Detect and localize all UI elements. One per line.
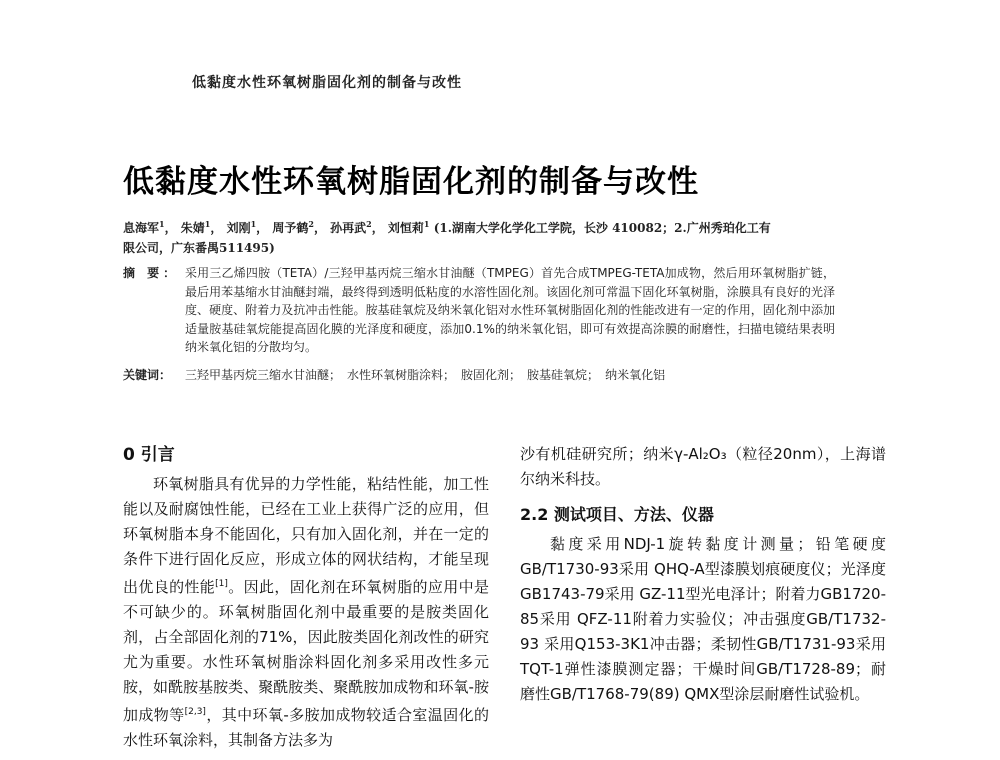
author-name: 孙再武 (330, 221, 367, 235)
right-column (520, 442, 886, 707)
keywords-list (185, 366, 671, 384)
page-title: 低黏度水性环氧树脂固化剂的制备与改性 (123, 164, 699, 200)
author-marker: 1 (159, 219, 165, 229)
abstract-label: 摘 要： (123, 266, 180, 280)
affiliation: (1.湖南大学化学化工学院，长沙 410082；2.广州秀珀化工有 (433, 221, 771, 235)
keyword: 水性环氧树脂涂料； (347, 368, 456, 382)
author-name: 刘刚 (226, 221, 251, 235)
abstract-text: 采用三乙烯四胺（TETA）/三羟甲基丙烷三缩水甘油醚（TMPEG）首先合成TMPEG-TETA加成物，然后用环氧树脂扩链，最后用苯基缩水甘油醚封端，最终得到透明低粘度的水溶性固化剂。该固化剂可常温下固化环氧树脂，涂膜具有良好的光泽度、硬度、附着力及抗冲击性能。胺基硅氧烷及纳米氧化铝对水性环氧树脂固化剂的性能改进有一定的作用，固化剂中添加适量胺基硅氧烷能提高固化膜的光泽度和硬度，添加0.1%的纳米氧化铝，即可有效提高涂膜的耐磨性，扫描电镜结果表明纳米氧化铝的分散均匀。 (185, 266, 835, 354)
keyword: 纳米氧化铝 (605, 368, 666, 382)
author-name: 朱婧 (180, 221, 205, 235)
running-header: 低黏度水性环氧树脂固化剂的制备与改性 (192, 75, 462, 91)
section-heading-introduction: 0 引言 (123, 445, 175, 465)
intro-text: 。因此，固化剂在环氧树脂的应用中是不可缺少的。环氧树脂固化剂中最重要的是胺类固化剂，占全部固化剂的71%，因此胺类固化剂改性的研究尤为重要。水性环氧树脂涂料固化剂多采用改性多元胺，如酰胺基胺类、聚酰胺类、聚酰胺加成物和环氧-胺加成物等 (123, 578, 489, 724)
abstract (123, 264, 835, 357)
citation: [1] (215, 579, 228, 589)
author-name: 刘恒莉 (387, 221, 424, 235)
citation: [2,3] (184, 707, 206, 717)
intro-text: ，其中环氧-多胺加成物较适合室温固化的水性环氧涂料，其制备方法多为 (123, 706, 489, 749)
author-marker: 2 (366, 219, 372, 229)
intro-text: 环氧树脂具有优异的力学性能，粘结性能，加工性能以及耐腐蚀性能，已经在工业上获得广泛的应用，但环氧树脂本身不能固化，只有加入固化剂，并在一定的条件下进行固化反应，形成立体的网状结构，才能呈现出优良的性能 (123, 475, 489, 596)
left-column (123, 442, 489, 753)
author-name: 周予鹤 (272, 221, 309, 235)
author-name: 息海军 (123, 221, 160, 235)
tests-paragraph: 黏度采用NDJ-1旋转黏度计测量；铅笔硬度GB/T1730-93采用 QHQ-A型漆膜划痕硬度仪；光泽度GB1743-79采用 GZ-11型光电泽计；附着力GB1720-85采用 QFZ-11附着力实验仪；冲击强度GB/T1732-93 采用Q153-3K1冲击器；柔韧性GB/T1731-93采用 TQT-1弹性漆膜测定器；干燥时间GB/T1728-89；耐磨性GB/T1768-79(89) QMX型涂层耐磨性试验机。 (520, 535, 886, 703)
author-list: 息海军$^1$， 朱婧$^1$， 刘刚$^1$， 周予鹤$^2$， 孙再武$^2$， 刘恒莉$^1$ (1.湖南大学化学化工学院，长沙 410082；2.广州秀珀化工有 限公司，广东番禺511495) (123, 219, 771, 255)
affiliation: 限公司，广东番禺511495) (123, 241, 275, 255)
keyword: 三羟甲基丙烷三缩水甘油醚； (185, 368, 342, 382)
keywords-label: 关键词： (123, 368, 172, 382)
materials-continued: 沙有机硅研究所；纳米γ-Al₂O₃（粒径20nm），上海谱尔纳米科技。 (520, 445, 886, 488)
keyword: 胺基硅氧烷； (527, 368, 600, 382)
author-marker: 1 (423, 219, 430, 229)
keyword: 胺固化剂； (461, 368, 522, 382)
intro-paragraph (123, 472, 489, 753)
author-marker: 1 (204, 219, 211, 229)
author-marker: 1 (250, 219, 257, 229)
author-marker: 2 (308, 219, 314, 229)
keywords (123, 366, 835, 384)
section-heading-tests: 2.2 测试项目、方法、仪器 (520, 505, 714, 524)
